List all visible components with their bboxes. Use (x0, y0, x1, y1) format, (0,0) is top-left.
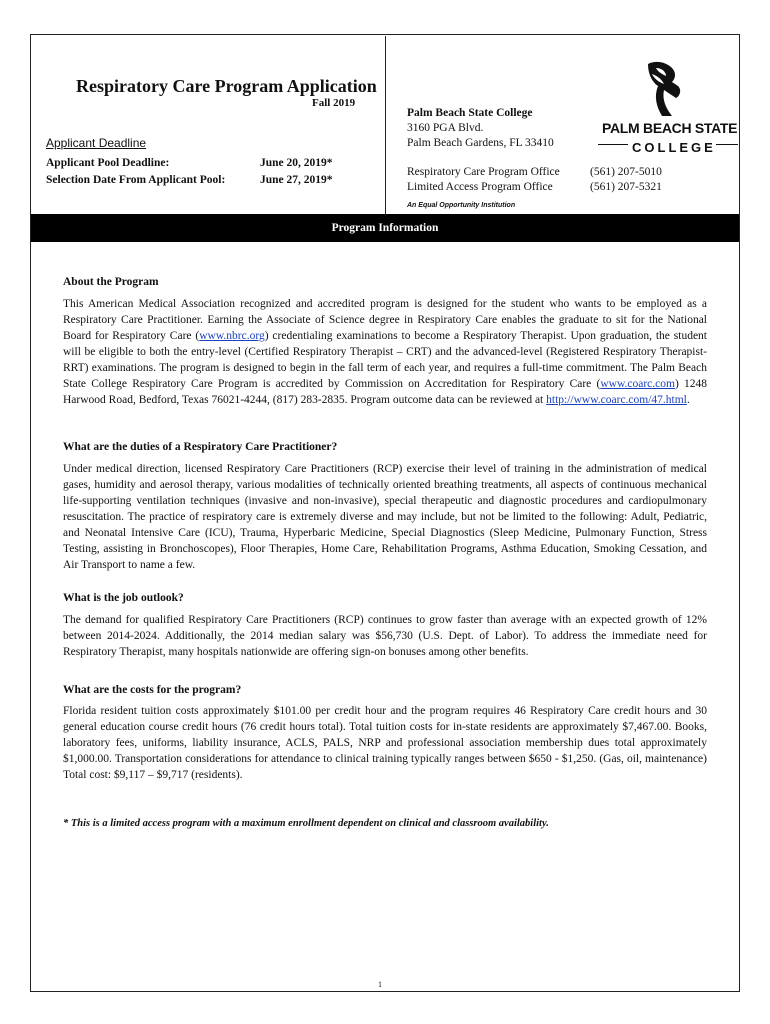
college-name: Palm Beach State College (407, 107, 533, 119)
about-text-2: ) credentialing examinations to become a Respiratory Therapist. Upon graduation, the student will be eligible to both the entry-level (Certified Respiratory Therapist – CRT) and the advanced-level (Registered Respiratory Therapist-RRT) examinations. The program is designed to begin in the fall term of each year, and requires a full-time commitment. The Palm Beach State College Respiratory Care Program is accredited by Commission on Accreditation for Respiratory Care ( (63, 330, 707, 390)
header-divider (385, 36, 386, 214)
deadline-label: Selection Date From Applicant Pool: (46, 174, 226, 186)
pelican-icon (642, 60, 686, 118)
page-number: 1 (378, 980, 382, 989)
logo-rule-left (598, 144, 628, 145)
deadline-value: June 27, 2019* (260, 174, 333, 186)
costs-paragraph: Florida resident tuition costs approximately $101.00 per credit hour and the program requires 46 Respiratory Care credit hours and 30 general education course credit hours (76 credit hours total). Total tuition costs for in-state residents are approximately $7,467.00. Books, laboratory fees, uniforms, liability insurance, ACLS, PALS, NRP and professional association membership dues total approximately $1,000.00. Transportation considerations for attendance to clinical training typically ranges between $650 - $1,250. (Gas, oil, maintenance) Total cost: $9,117 – $9,717 (residents). (63, 705, 707, 781)
nbrc-link[interactable]: www.nbrc.org (199, 330, 265, 342)
office-phone: (561) 207-5321 (590, 181, 662, 193)
outlook-paragraph: The demand for qualified Respiratory Care Practitioners (RCP) continues to grow faster than average with an expected growth of 12% between 2014-2024. Additionally, the 2014 median salary was $56,730 (U.S. Dept. of Labor). To address the immediate need for Respiratory Therapist, many hospitals nationwide are offering sign-on bonuses among other benefits. (63, 614, 707, 658)
logo-text-line1: PALM BEACH STATE (602, 120, 738, 136)
college-address-line1: 3160 PGA Blvd. (407, 122, 484, 134)
about-heading: About the Program (63, 276, 159, 288)
about-text-4: . (686, 394, 690, 406)
costs-heading: What are the costs for the program? (63, 684, 242, 696)
about-text-1: This American Medical Association recognized and accredited program is designed for the student who wants to be employed as a Respiratory Care Practitioner. Earning the Associate of Science degree in Respiratory Care enables the graduate to sit for the National Board for Respiratory Care ( (63, 298, 707, 342)
outcome-data-link[interactable]: http://www.coarc.com/47.html (546, 394, 687, 406)
coarc-link[interactable]: www.coarc.com (600, 378, 675, 390)
duties-heading: What are the duties of a Respiratory Care Practitioner? (63, 441, 338, 453)
office-label: Limited Access Program Office (407, 181, 553, 193)
office-row (407, 166, 662, 178)
page-title: Respiratory Care Program Application (76, 76, 377, 96)
limited-access-note: * This is a limited access program with a maximum enrollment dependent on clinical and classroom availability. (63, 818, 549, 829)
duties-paragraph: Under medical direction, licensed Respiratory Care Practitioners (RCP) exercise their level of training in the administration of medical gases, humidity and aerosol therapy, various modalities of technically oriented breathing treatments, all aspects of continuous mechanical life-supporting ventilation techniques (invasive and non-invasive), special therapeutic and diagnostic procedures and cardiopulmonary resuscitation. The practice of respiratory care is extremely diverse and may include, but not be limited to the following: Adult, Pediatric, and Neonatal Intensive Care (ICU), Trauma, Hyperbaric Medicine, Special Diagnostics (Sleep Medicine, Pulmonary Function, Stress Testing, assisting in Bronchoscopes), Floor Therapies, Home Care, Rehabilitation Programs, Asthma Education, Smoking Cessation, and Air Transport to name a few. (63, 463, 707, 571)
office-row (407, 181, 662, 193)
about-text-3: ) 1248 Harwood Road, Bedford, Texas 76021-4244, (817) 283-2835. Program outcome data can be reviewed at (63, 378, 707, 406)
college-logo (598, 60, 738, 160)
outlook-heading: What is the job outlook? (63, 592, 184, 604)
deadline-row (46, 174, 333, 186)
deadline-label: Applicant Pool Deadline: (46, 157, 170, 169)
college-address-line2: Palm Beach Gardens, FL 33410 (407, 137, 554, 149)
program-information-bar: Program Information (31, 214, 739, 242)
deadline-heading: Applicant Deadline (46, 136, 147, 150)
office-label: Respiratory Care Program Office (407, 166, 560, 178)
term-label: Fall 2019 (312, 97, 356, 109)
deadline-row (46, 157, 333, 169)
logo-text-line2: COLLEGE (632, 140, 716, 155)
equal-opportunity-note: An Equal Opportunity Institution (407, 202, 516, 209)
about-paragraph (63, 296, 707, 408)
logo-rule-right (716, 144, 738, 145)
deadline-value: June 20, 2019* (260, 157, 333, 169)
office-phone: (561) 207-5010 (590, 166, 662, 178)
